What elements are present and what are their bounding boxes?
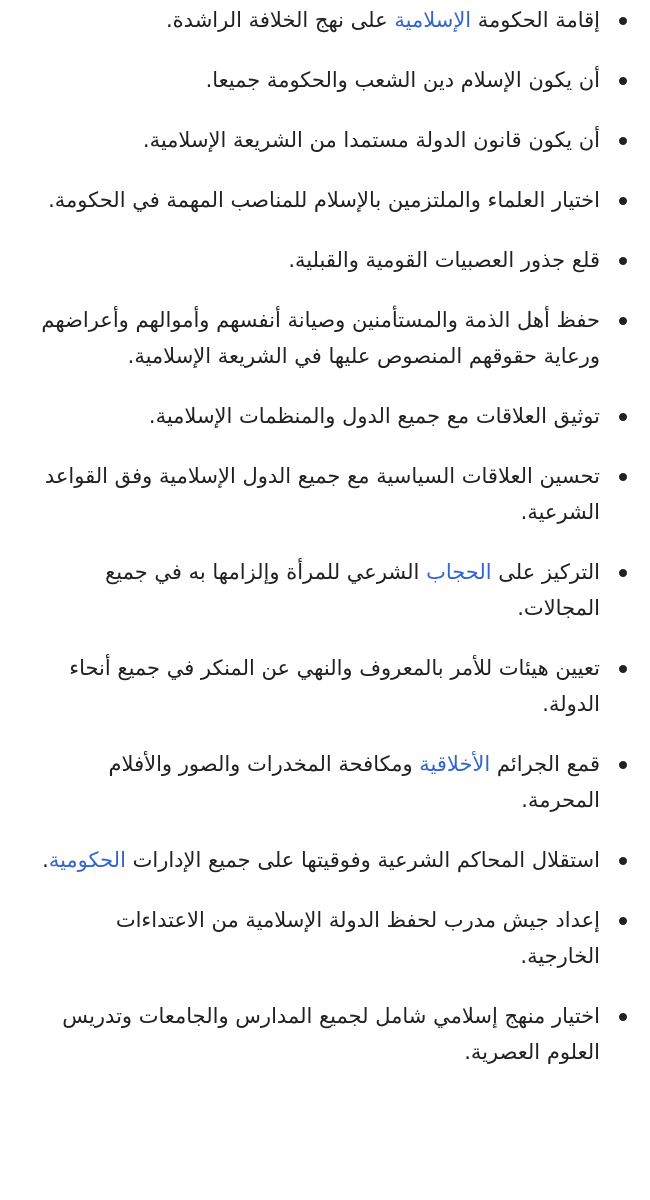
list-item-text	[116, 908, 600, 968]
bullet-icon	[619, 569, 627, 577]
list-item-text	[109, 752, 600, 812]
list-item-text	[42, 848, 600, 872]
text-segment: ومكافحة المخدرات والصور والأفلام المحرمة.	[108, 752, 600, 812]
bullet-list	[38, 2, 628, 1094]
list-item-text	[45, 464, 600, 524]
text-segment: قمع الجرائم	[490, 752, 600, 776]
text-segment: اختيار العلماء والملتزمين بالإسلام للمناصب المهمة في الحكومة.	[48, 188, 600, 212]
text-segment: اختيار منهج إسلامي شامل لجميع المدارس والجامعات وتدريس العلوم العصرية.	[62, 1004, 600, 1064]
bullet-icon	[619, 857, 627, 865]
text-segment: إقامة الحكومة	[471, 8, 600, 32]
text-segment: أن يكون قانون الدولة مستمدا من الشريعة الإسلامية.	[142, 128, 600, 152]
bullet-icon	[619, 17, 627, 25]
bullet-icon	[619, 77, 627, 85]
list-item	[38, 842, 628, 878]
text-segment: أن يكون الإسلام دين الشعب والحكومة جميعا.	[205, 68, 600, 92]
bullet-icon	[619, 917, 627, 925]
text-segment: قلع جذور العصبيات القومية والقبلية.	[288, 248, 600, 272]
text-segment: تحسين العلاقات السياسية مع جميع الدول الإسلامية وفق القواعد الشرعية.	[44, 464, 600, 524]
text-segment: التركيز على	[491, 560, 600, 584]
list-item	[38, 398, 628, 434]
text-segment: .	[42, 848, 49, 872]
list-item	[38, 2, 628, 38]
list-item	[38, 122, 628, 158]
list-item	[38, 62, 628, 98]
list-item-text	[105, 560, 600, 620]
bullet-icon	[619, 317, 627, 325]
text-segment: حفظ أهل الذمة والمستأمنين وصيانة أنفسهم وأموالهم وأعراضهم ورعاية حقوقهم المنصوص عليها في الشريعة الإسلامية.	[41, 308, 600, 368]
inline-link[interactable]: الإسلامية	[394, 8, 472, 32]
list-item-text	[143, 128, 600, 152]
list-item	[38, 182, 628, 218]
text-segment: استقلال المحاكم الشرعية وفوقيتها على جميع الإدارات	[125, 848, 600, 872]
list-item	[38, 902, 628, 974]
text-segment: على نهج الخلافة الراشدة.	[166, 8, 395, 32]
list-item	[38, 650, 628, 722]
inline-link[interactable]: الحكومية	[48, 848, 126, 872]
list-item	[38, 458, 628, 530]
list-item-text	[69, 656, 600, 716]
bullet-icon	[619, 761, 627, 769]
list-item-text	[48, 188, 600, 212]
list-item-text	[288, 248, 600, 272]
list-item-text	[149, 404, 600, 428]
bullet-icon	[619, 197, 627, 205]
list-item-text	[166, 8, 600, 32]
bullet-icon	[619, 413, 627, 421]
inline-link[interactable]: الحجاب	[426, 560, 492, 584]
bullet-icon	[619, 1013, 627, 1021]
list-item-text	[41, 308, 600, 368]
bullet-icon	[619, 665, 627, 673]
list-item	[38, 746, 628, 818]
inline-link[interactable]: الأخلاقية	[419, 752, 491, 776]
bullet-icon	[619, 257, 627, 265]
text-segment: الشرعي للمرأة وإلزامها به في جميع المجالات.	[105, 560, 600, 620]
text-segment: إعداد جيش مدرب لحفظ الدولة الإسلامية من الاعتداءات الخارجية.	[115, 908, 600, 968]
list-item	[38, 302, 628, 374]
list-item-text	[206, 68, 600, 92]
bullet-icon	[619, 137, 627, 145]
list-item	[38, 242, 628, 278]
text-segment: توثيق العلاقات مع جميع الدول والمنظمات الإسلامية.	[148, 404, 600, 428]
list-item-text	[62, 1004, 600, 1064]
bullet-icon	[619, 473, 627, 481]
list-item	[38, 998, 628, 1070]
list-item	[38, 554, 628, 626]
text-segment: تعيين هيئات للأمر بالمعروف والنهي عن المنكر في جميع أنحاء الدولة.	[69, 656, 600, 716]
